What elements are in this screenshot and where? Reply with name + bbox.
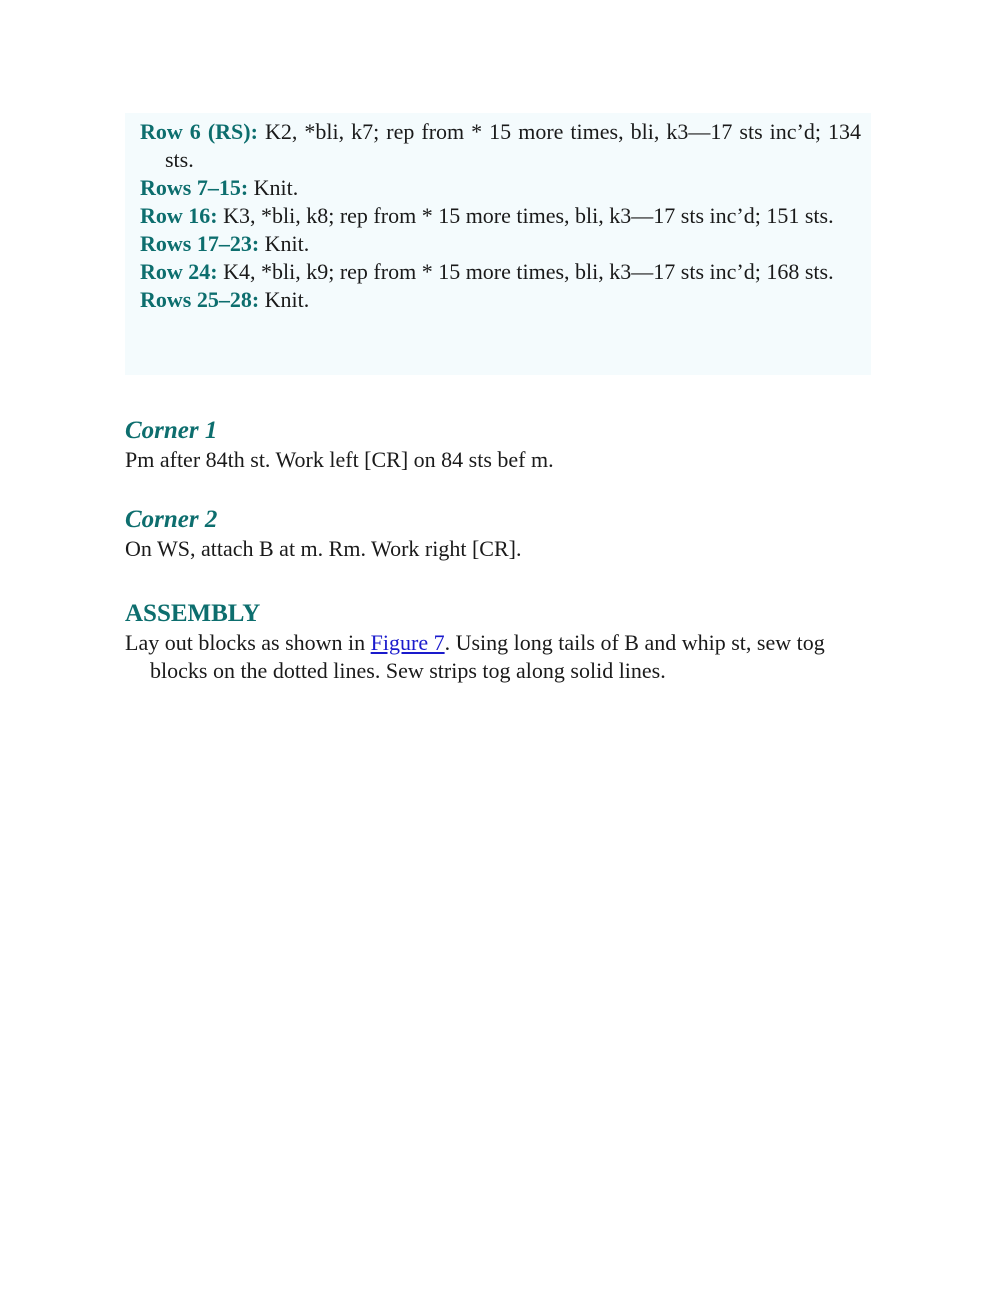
row-entry-24 bbox=[140, 258, 861, 286]
row-text: K4, *bli, k9; rep from * 15 more times, bli, k3—17 sts inc’d; 168 sts. bbox=[217, 259, 834, 284]
figure-7-link[interactable]: Figure 7 bbox=[370, 630, 445, 655]
row-entry-17-23 bbox=[140, 230, 861, 258]
corner-1-text: Pm after 84th st. Work left [CR] on 84 sts bef m. bbox=[125, 447, 554, 472]
row-text: Knit. bbox=[259, 287, 310, 312]
row-entry-25-28 bbox=[140, 286, 861, 314]
assembly-text-after: . Using long tails of B and whip st, sew tog blocks on the dotted lines. Sew strips tog along solid lines. bbox=[150, 630, 825, 683]
row-label: Row 16: bbox=[140, 203, 218, 228]
assembly-heading: ASSEMBLY bbox=[125, 600, 261, 627]
row-label: Row 6 (RS): bbox=[140, 119, 258, 144]
row-entry-6 bbox=[140, 118, 861, 174]
instruction-rows-box bbox=[125, 113, 871, 375]
row-text: K2, *bli, k7; rep from * 15 more times, bli, k3—17 sts inc’d; 134 sts. bbox=[165, 119, 861, 172]
row-label: Row 24: bbox=[140, 259, 218, 284]
row-label: Rows 25–28: bbox=[140, 287, 260, 312]
row-text: Knit. bbox=[259, 231, 310, 256]
row-label: Rows 7–15: bbox=[140, 175, 249, 200]
row-label: Rows 17–23: bbox=[140, 231, 260, 256]
corner-2-section bbox=[125, 505, 875, 563]
row-text: Knit. bbox=[248, 175, 299, 200]
row-entry-16 bbox=[140, 202, 861, 230]
row-text: K3, *bli, k8; rep from * 15 more times, bli, k3—17 sts inc’d; 151 sts. bbox=[217, 203, 834, 228]
assembly-section bbox=[125, 599, 873, 685]
corner-1-heading: Corner 1 bbox=[125, 417, 218, 444]
corner-2-heading: Corner 2 bbox=[125, 506, 218, 533]
assembly-text bbox=[125, 629, 873, 685]
corner-1-section bbox=[125, 416, 875, 474]
row-entry-7-15 bbox=[140, 174, 861, 202]
corner-2-text: On WS, attach B at m. Rm. Work right [CR]. bbox=[125, 536, 522, 561]
assembly-text-before: Lay out blocks as shown in bbox=[125, 630, 371, 655]
